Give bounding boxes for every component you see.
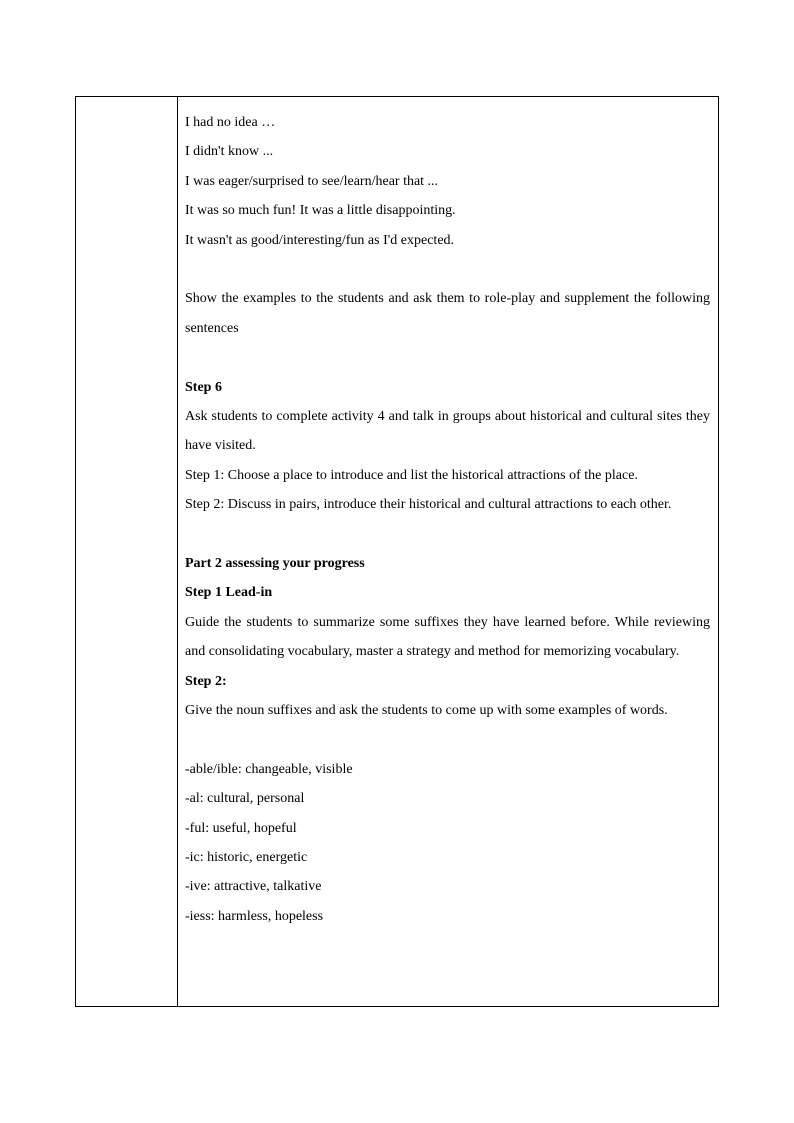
spacer <box>185 520 710 549</box>
step6-substep-2: Step 2: Discuss in pairs, introduce their historical and cultural attractions to each other. <box>185 497 672 513</box>
expression-line: It was so much fun! It was a little disappointing. <box>185 203 456 219</box>
expression-line: It wasn't as good/interesting/fun as I'd expected. <box>185 232 455 248</box>
step1-instruction: Guide the students to summarize some suffixes they have learned before. While reviewing and consolidating vocabulary, master a strategy and method for memorizing vocabulary. <box>185 614 710 660</box>
roleplay-instruction: Show the examples to the students and ask them to role-play and supplement the following sentences <box>185 291 710 336</box>
left-column-cell <box>76 97 178 1006</box>
spacer <box>185 343 710 372</box>
step6-substep-1: Step 1: Choose a place to introduce and list the historical attractions of the place. <box>185 467 638 483</box>
expression-line: I had no idea … <box>185 115 276 130</box>
suffix-example: -ful: useful, hopeful <box>185 820 297 836</box>
part2-heading: Part 2 assessing your progress <box>185 555 365 571</box>
suffix-example: -able/ible: changeable, visible <box>185 761 353 777</box>
step6-heading: Step 6 <box>185 379 222 395</box>
suffix-example: -ic: historic, energetic <box>185 849 308 865</box>
spacer <box>185 255 710 284</box>
right-column-cell <box>178 97 718 1006</box>
step2-instruction: Give the noun suffixes and ask the students to come up with some examples of words. <box>185 702 668 718</box>
step2-heading: Step 2: <box>185 673 227 689</box>
step6-instruction: Ask students to complete activity 4 and talk in groups about historical and cultural sites they have visited. <box>185 408 710 454</box>
expression-line: I didn't know ... <box>185 144 274 160</box>
step1-heading: Step 1 Lead-in <box>185 585 273 601</box>
suffix-example: -ive: attractive, talkative <box>185 879 322 895</box>
cell-content <box>185 108 710 931</box>
suffix-example: -iess: harmless, hopeless <box>185 908 324 924</box>
lesson-table <box>75 96 719 1007</box>
spacer <box>185 725 710 754</box>
suffix-example: -al: cultural, personal <box>185 791 305 807</box>
expression-line: I was eager/surprised to see/learn/hear that ... <box>185 173 439 189</box>
